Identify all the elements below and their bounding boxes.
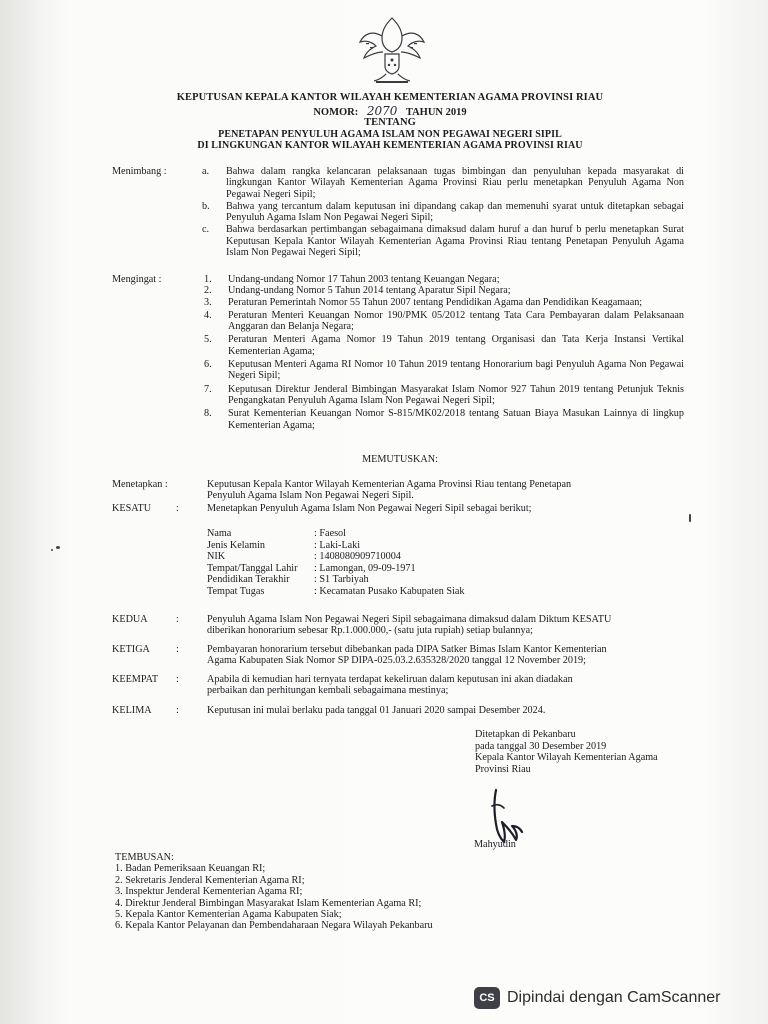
scan-speck: [689, 514, 691, 522]
tembusan-item: 2. Sekretaris Jenderal Kementerian Agama RI;: [115, 874, 305, 886]
identity-value: : Lamongan, 09-09-1971: [314, 562, 416, 574]
identity-label: Tempat/Tanggal Lahir: [207, 562, 298, 574]
list-text: Keputusan Menteri Agama RI Nomor 10 Tahun 2019 tentang Honorarium bagi Penyuluh Agama Non Pegawai Negeri Sipil;: [228, 359, 684, 382]
mengingat-item: [204, 384, 684, 407]
nomor-value: 2070: [366, 104, 398, 118]
decree-title-line2: DI LINGKUNGAN KANTOR WILAYAH KEMENTERIAN AGAMA PROVINSI RIAU: [197, 140, 583, 151]
tembusan-item: 5. Kepala Kantor Kementerian Agama Kabupaten Siak;: [115, 909, 342, 921]
menimbang-item: [202, 166, 684, 200]
menetapkan-label: Menetapkan :: [112, 479, 168, 490]
signature-province: Provinsi Riau: [475, 763, 531, 775]
identity-value: : 1408080909710004: [314, 551, 401, 562]
list-text: Peraturan Pemerintah Nomor 55 Tahun 2007 tentang Pendidikan Agama dan Pendidikan Keagamaan;: [228, 296, 643, 308]
camscanner-watermark: [474, 984, 764, 1012]
mengingat-item: [204, 408, 684, 431]
list-text: Bahwa dalam rangka kelancaran pelaksanaan tugas bimbingan dan penyuluhan kepada masyarakat di lingkungan Kantor Wilayah Kementerian Agama Provinsi Riau perlu menetapkan Penyuluh Agama Non Pegawai Negeri Sipil;: [226, 166, 684, 200]
identity-label: Jenis Kelamin: [207, 539, 266, 551]
mengingat-item: [204, 297, 684, 308]
tembusan-item: 4. Direktur Jenderal Bimbingan Masyarakat Islam Kementerian Agama RI;: [115, 897, 422, 909]
identity-value: : Faesol: [314, 528, 346, 539]
menimbang-label: Menimbang :: [112, 166, 167, 177]
identity-block: [207, 528, 627, 597]
list-text: Peraturan Menteri Agama Nomor 19 Tahun 2019 tentang Organisasi dan Tata Kerja Instansi Vertikal Kementerian Agama;: [228, 334, 684, 357]
kedua-text: [207, 614, 687, 637]
mengingat-item: [204, 334, 684, 357]
kedua-label: KEDUA: [112, 614, 148, 625]
ketiga-colon: :: [176, 644, 179, 655]
list-text: Undang-undang Nomor 5 Tahun 2014 tentang Aparatur Sipil Negara;: [228, 285, 511, 297]
list-marker: b.: [202, 200, 210, 212]
list-marker: 6.: [204, 359, 212, 371]
ketiga-line1: Pembayaran honorarium tersebut dibebankan pada DIPA Satker Bimas Islam Kantor Kementerian: [207, 644, 607, 655]
decree-number-line: [150, 104, 630, 118]
signature-position: Kepala Kantor Wilayah Kementerian Agama: [475, 752, 658, 763]
identity-row: [207, 563, 627, 575]
scan-speck: [56, 546, 60, 549]
identity-row: [207, 528, 627, 540]
mengingat-item: [204, 285, 684, 296]
keempat-text: [207, 674, 687, 697]
list-text: Surat Kementerian Keuangan Nomor S-815/MK02/2018 tentang Satuan Biaya Masukan Lainnya di lingkup Kementerian Agama;: [228, 408, 684, 431]
list-text: Undang-undang Nomor 17 Tahun 2003 tentang Keuangan Negara;: [228, 274, 500, 285]
ketiga-line2: Agama Kabupaten Siak Nomor SP DIPA-025.03.2.635328/2020 tanggal 12 November 2019;: [207, 655, 586, 667]
list-marker: a.: [202, 166, 210, 177]
menimbang-list: [202, 166, 684, 258]
tembusan-block: [115, 852, 535, 932]
list-marker: 3.: [204, 296, 212, 308]
menetapkan-text: [207, 479, 677, 502]
kesatu-colon: :: [176, 503, 179, 514]
list-text: Peraturan Menteri Keuangan Nomor 190/PMK 05/2012 tentang Tata Cara Pembayaran dalam Pelaksanaan Anggaran dan Belanja Negara;: [228, 309, 684, 333]
keempat-label: KEEMPAT: [112, 674, 159, 685]
identity-value: : Laki-Laki: [314, 539, 361, 551]
tembusan-title: TEMBUSAN:: [115, 852, 174, 863]
ketiga-text: [207, 644, 687, 667]
kesatu-label: KESATU: [112, 503, 152, 514]
list-text: Bahwa berdasarkan pertimbangan sebagaimana dimaksud dalam huruf a dan huruf b perlu menetapkan Surat Keputusan Kepala Kantor Wilayah Kementerian Agama Provinsi Riau tentang Penetapan Penyuluh Agama Islam Non Pegawai Negeri Sipil;: [226, 224, 684, 259]
menetapkan-line2: Penyuluh Agama Islam Non Pegawai Negeri Sipil.: [207, 490, 414, 502]
kedua-line1: Penyuluh Agama Islam Non Pegawai Negeri Sipil sebagaimana dimaksud dalam Diktum KESATU: [207, 614, 612, 625]
ketiga-label: KETIGA: [112, 644, 150, 655]
list-text: Bahwa yang tercantum dalam keputusan ini dipandang cakap dan memenuhi syarat untuk ditetapkan sebagai Penyuluh Agama Islam Non Pegawai Negeri Sipil;: [226, 200, 684, 224]
signatory-name: Mahyudin: [474, 839, 516, 850]
camscanner-logo-icon: CS: [474, 987, 500, 1009]
tembusan-item: 1. Badan Pemeriksaan Keuangan RI;: [115, 863, 266, 875]
kelima-colon: :: [176, 705, 179, 716]
kelima-text: Keputusan ini mulai berlaku pada tanggal 01 Januari 2020 sampai Desember 2024.: [207, 705, 546, 716]
list-text: Keputusan Direktur Jenderal Bimbingan Masyarakat Islam Nomor 927 Tahun 2019 tentang Petunjuk Teknis Pengangkatan Penyuluh Agama Islam Non Pegawai Negeri Sipil;: [228, 383, 684, 406]
menetapkan-line1: Keputusan Kepala Kantor Wilayah Kementerian Agama Provinsi Riau tentang Penetapan: [207, 479, 572, 490]
tembusan-item: 6. Kepala Kantor Pelayanan dan Pembendaharaan Negara Wilayah Pekanbaru: [115, 920, 433, 932]
list-marker: 5.: [204, 334, 212, 346]
identity-value: : S1 Tarbiyah: [314, 574, 369, 585]
tentang-heading: TENTANG: [364, 117, 416, 128]
kesatu-text: Menetapkan Penyuluh Agama Islam Non Pegawai Negeri Sipil sebagai berikut;: [207, 503, 532, 514]
decree-title-line1: PENETAPAN PENYULUH AGAMA ISLAM NON PEGAWAI NEGERI SIPIL: [218, 129, 562, 140]
mengingat-list: [204, 274, 684, 431]
identity-label: Pendidikan Terakhir: [207, 574, 290, 585]
signature-date: pada tanggal 30 Desember 2019: [475, 740, 607, 752]
nomor-label: NOMOR:: [313, 107, 359, 118]
identity-label: NIK: [207, 551, 226, 562]
identity-row: [207, 551, 627, 563]
list-marker: 4.: [204, 309, 212, 321]
kedua-colon: :: [176, 614, 179, 625]
list-marker: c.: [202, 224, 210, 236]
identity-label: Nama: [207, 528, 232, 539]
menimbang-item: [202, 201, 684, 224]
memutuskan-heading: MEMUTUSKAN:: [362, 454, 438, 465]
keempat-line2: perbaikan dan perhitungan kembali sebagaimana mestinya;: [207, 685, 449, 697]
list-marker: 2.: [204, 285, 212, 297]
nomor-year: TAHUN 2019: [405, 107, 467, 118]
mengingat-item: [204, 310, 684, 333]
signature-block: [475, 729, 715, 775]
identity-row: [207, 574, 627, 586]
kedua-line2: diberikan honorarium sebesar Rp.1.000.000,- (satu juta rupiah) setiap bulannya;: [207, 625, 533, 637]
menimbang-item: [202, 224, 684, 258]
identity-row: [207, 540, 627, 552]
kelima-label: KELIMA: [112, 705, 152, 716]
decree-heading: KEPUTUSAN KEPALA KANTOR WILAYAH KEMENTERIAN AGAMA PROVINSI RIAU: [176, 92, 604, 103]
camscanner-text: Dipindai dengan CamScanner: [507, 989, 721, 1006]
list-marker: 7.: [204, 383, 212, 395]
list-marker: 8.: [204, 408, 212, 420]
scan-speck: [51, 549, 53, 551]
signature-place: Ditetapkan di Pekanbaru: [475, 729, 576, 740]
identity-row: [207, 586, 627, 598]
keempat-line1: Apabila di kemudian hari ternyata terdapat kekeliruan dalam keputusan ini akan diadakan: [207, 674, 573, 685]
tembusan-item: 3. Inspektur Jenderal Kementerian Agama RI;: [115, 886, 303, 898]
mengingat-label: Mengingat :: [112, 274, 162, 285]
identity-value: : Kecamatan Pusako Kabupaten Siak: [314, 585, 465, 597]
garuda-emblem-icon: [352, 10, 432, 86]
identity-label: Tempat Tugas: [207, 585, 265, 597]
list-marker: 1.: [204, 274, 212, 285]
mengingat-item: [204, 274, 684, 285]
keempat-colon: :: [176, 674, 179, 685]
mengingat-item: [204, 359, 684, 382]
